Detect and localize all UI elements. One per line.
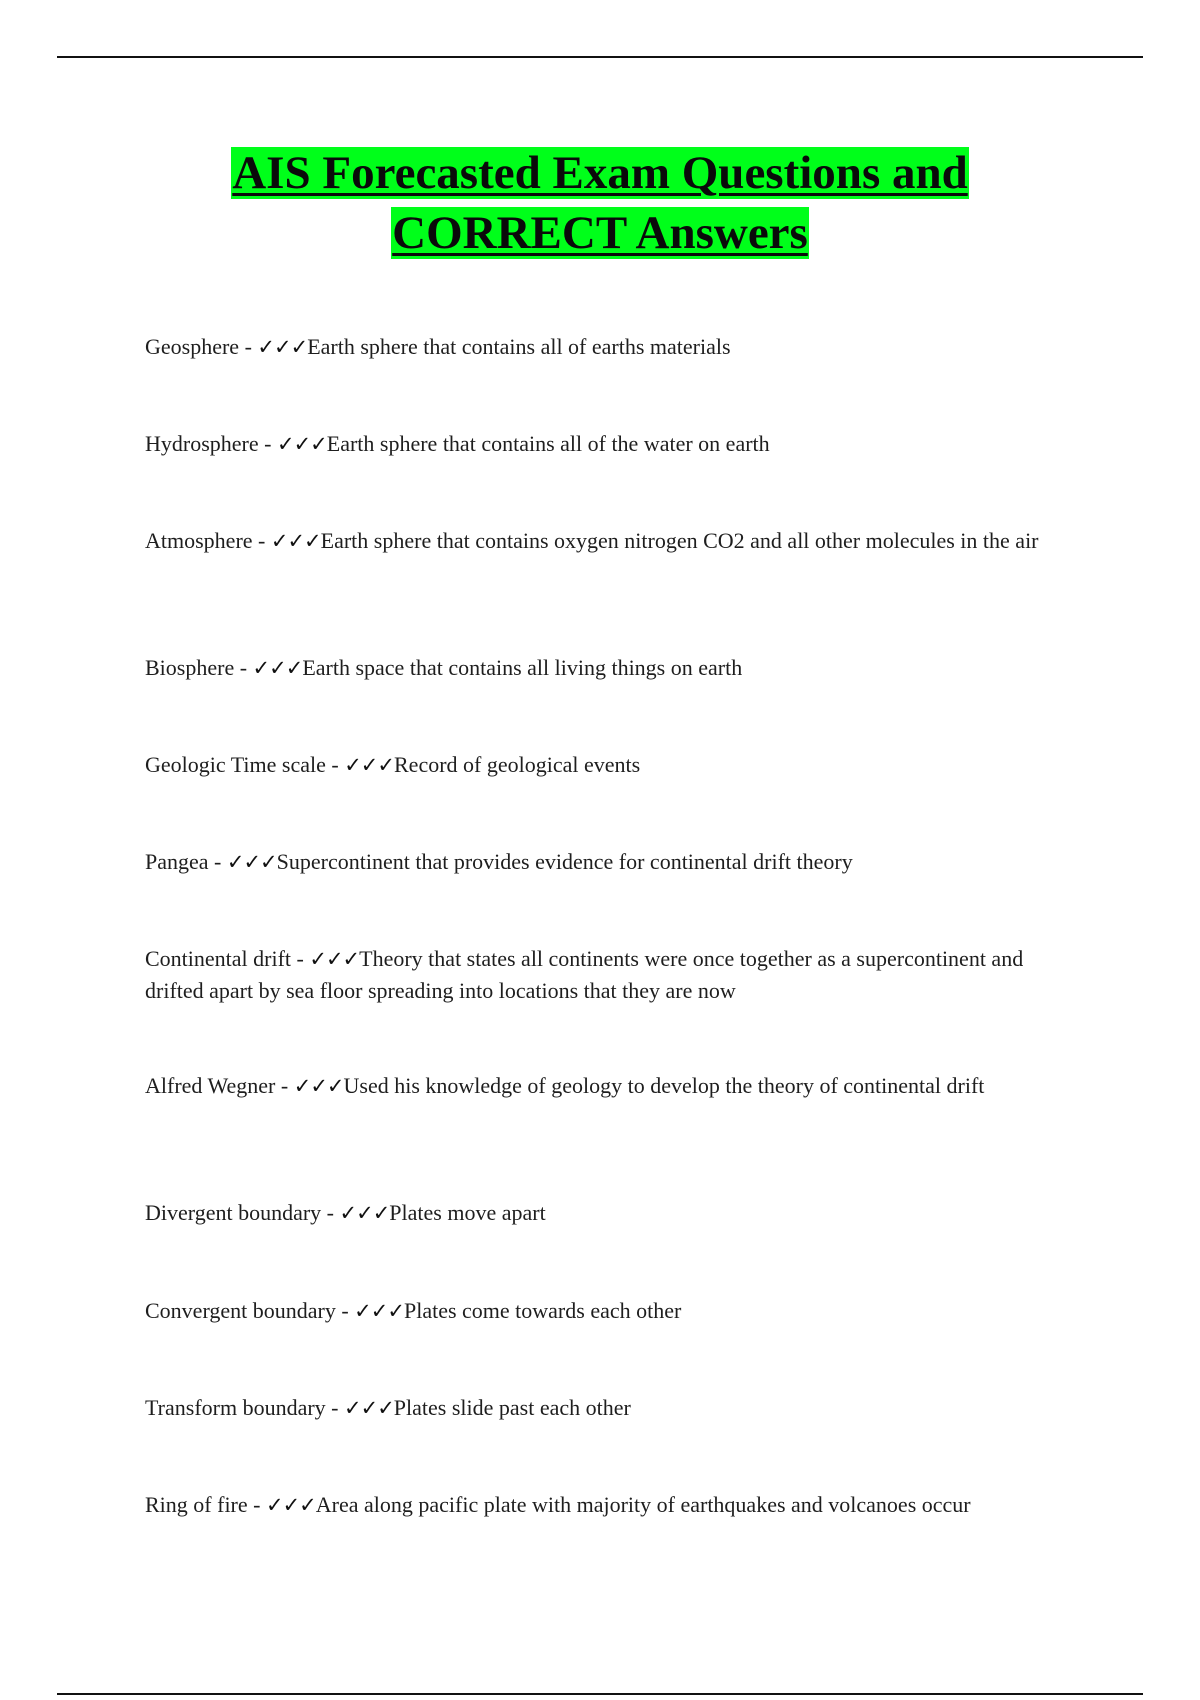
check-marks-icon: ✓✓✓	[293, 1074, 344, 1098]
definition: Record of geological events	[394, 752, 641, 777]
definition: Plates come towards each other	[403, 1298, 682, 1323]
definition: Plates move apart	[389, 1200, 546, 1225]
check-marks-icon: ✓✓✓	[339, 1201, 390, 1225]
check-marks-icon: ✓✓✓	[276, 432, 327, 456]
check-marks-icon: ✓✓✓	[309, 947, 360, 971]
term: Divergent boundary -	[145, 1200, 340, 1225]
term: Pangea -	[145, 849, 227, 874]
definition: Earth sphere that contains all of earths materials	[307, 334, 731, 359]
check-marks-icon: ✓✓✓	[257, 335, 308, 359]
term: Geosphere -	[145, 334, 258, 359]
qa-item-transform-boundary	[145, 1392, 1045, 1424]
definition: Earth sphere that contains oxygen nitrogen CO2 and all other molecules in the air	[320, 528, 1039, 553]
check-marks-icon: ✓✓✓	[226, 850, 277, 874]
check-marks-icon: ✓✓✓	[344, 753, 394, 777]
bottom-rule	[57, 1693, 1143, 1695]
title-line-1: AIS Forecasted Exam Questions and	[232, 147, 968, 199]
top-rule	[57, 56, 1143, 58]
check-marks-icon: ✓✓✓	[270, 529, 321, 553]
term: Atmosphere -	[145, 528, 271, 553]
qa-item-continental-drift	[145, 943, 1045, 1006]
qa-item-pangea	[145, 846, 1045, 878]
term: Convergent boundary -	[145, 1298, 355, 1323]
qa-item-geologic-time-scale	[145, 749, 1045, 781]
term: Biosphere -	[145, 655, 253, 680]
term: Alfred Wegner -	[145, 1073, 294, 1098]
definition: Theory that states all continents were once together as a supercontinent and drifted apart by sea floor spreading into locations that they are now	[145, 946, 1024, 1003]
term: Ring of fire -	[145, 1492, 266, 1517]
definition: Earth sphere that contains all of the water on earth	[326, 431, 770, 456]
definition: Supercontinent that provides evidence for continental drift theory	[276, 849, 853, 874]
qa-item-divergent-boundary	[145, 1197, 1045, 1229]
check-marks-icon: ✓✓✓	[265, 1493, 316, 1517]
definition: Used his knowledge of geology to develop the theory of continental drift	[343, 1073, 985, 1098]
check-marks-icon: ✓✓✓	[252, 656, 303, 680]
qa-item-convergent-boundary	[145, 1295, 1045, 1327]
definition: Plates slide past each other	[393, 1395, 631, 1420]
check-marks-icon: ✓✓✓	[354, 1299, 404, 1323]
term: Transform boundary -	[145, 1395, 344, 1420]
document-title	[0, 143, 1200, 263]
term: Geologic Time scale -	[145, 752, 345, 777]
qa-item-biosphere	[145, 652, 1045, 684]
qa-item-hydrosphere	[145, 428, 1045, 460]
definition: Area along pacific plate with majority of earthquakes and volcanoes occur	[315, 1492, 971, 1517]
qa-item-geosphere	[145, 331, 1045, 363]
definition: Earth space that contains all living things on earth	[302, 655, 743, 680]
term: Continental drift -	[145, 946, 310, 971]
qa-item-atmosphere	[145, 525, 1045, 557]
qa-item-alfred-wegner	[145, 1070, 1045, 1102]
qa-item-ring-of-fire	[145, 1489, 1045, 1521]
check-marks-icon: ✓✓✓	[344, 1396, 394, 1420]
term: Hydrosphere -	[145, 431, 277, 456]
title-line-2: CORRECT Answers	[392, 207, 808, 259]
